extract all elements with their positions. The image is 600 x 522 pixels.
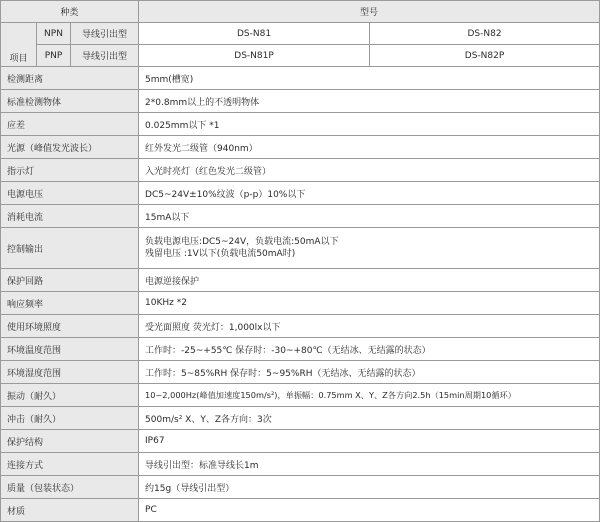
spec-row [1,205,600,228]
spec-value: 工作时：5~85%RH 保存时：5~95%RH（无结冰、无结露的状态） [139,361,600,384]
npn-label: NPN [37,23,71,45]
spec-label: 检测距离 [1,67,139,90]
spec-value: DC5~24V±10%纹波（p-p）10%以下 [139,182,600,205]
spec-label: 环境温度范围 [1,338,139,361]
spec-value: 10KHz *2 [139,292,600,315]
spec-row [1,453,600,476]
spec-row [1,315,600,338]
spec-row [1,67,600,90]
model-header: 型号 [139,1,600,23]
spec-value: IP67 [139,430,600,453]
spec-row [1,361,600,384]
spec-label: 振动（耐久） [1,384,139,407]
pnp-label: PNP [37,45,71,67]
spec-value [139,228,600,269]
header-row-npn [1,23,600,45]
spec-value: 电源逆接保护 [139,269,600,292]
spec-label: 消耗电流 [1,205,139,228]
item-header: 项目 [1,23,37,67]
model-npn-2: DS-N82 [370,23,600,45]
spec-row [1,90,600,113]
spec-label: 响应频率 [1,292,139,315]
spec-label: 环境湿度范围 [1,361,139,384]
model-npn-1: DS-N81 [139,23,370,45]
spec-label: 保护回路 [1,269,139,292]
spec-label: 电源电压 [1,182,139,205]
spec-label: 连接方式 [1,453,139,476]
spec-row [1,407,600,430]
spec-row [1,113,600,136]
spec-value-line: 负载电源电压:DC5~24V，负载电流:50mA以下 [145,237,339,247]
kind-header: 种类 [1,1,139,23]
spec-label: 指示灯 [1,159,139,182]
spec-value-line: 残留电压 :1V以下(负载电流50mA时) [145,249,296,259]
spec-label: 使用环境照度 [1,315,139,338]
spec-label: 质量（包装状态） [1,476,139,499]
spec-label: 光源（峰值发光波长） [1,136,139,159]
spec-row [1,269,600,292]
lead-type-label-npn: 导线引出型 [71,23,139,45]
spec-row [1,292,600,315]
spec-row [1,338,600,361]
spec-label: 应差 [1,113,139,136]
spec-value: 10~2,000Hz(峰值加速度150m/s²)，单振幅：0.75mm X、Y、Z各方向2.5h（15min周期10循环） [139,384,600,407]
spec-value: 5mm(槽宽) [139,67,600,90]
header-row-kind [1,1,600,23]
model-pnp-1: DS-N81P [139,45,370,67]
header-row-pnp [1,45,600,67]
lead-type-label-pnp: 导线引出型 [71,45,139,67]
spec-value: 0.025mm以下 *1 [139,113,600,136]
spec-value: 受光面照度 荧光灯：1,000lx以下 [139,315,600,338]
spec-value: 2*0.8mm以上的不透明物体 [139,90,600,113]
spec-row [1,228,600,269]
spec-row [1,182,600,205]
spec-label: 保护结构 [1,430,139,453]
spec-row [1,159,600,182]
spec-label: 材质 [1,499,139,522]
spec-row [1,499,600,522]
spec-value: 约15g（导线引出型） [139,476,600,499]
spec-value: PC [139,499,600,522]
model-pnp-2: DS-N82P [370,45,600,67]
spec-value: 15mA以下 [139,205,600,228]
spec-label: 冲击（耐久） [1,407,139,430]
spec-label: 标准检测物体 [1,90,139,113]
spec-value: 红外发光二级管（940nm） [139,136,600,159]
spec-row [1,430,600,453]
spec-value: 工作时：-25~+55℃ 保存时：-30~+80℃（无结冰、无结露的状态） [139,338,600,361]
spec-value: 500m/s² X、Y、Z各方向：3次 [139,407,600,430]
spec-label: 控制输出 [1,228,139,269]
spec-row [1,136,600,159]
spec-row [1,476,600,499]
spec-value: 导线引出型：标准导线长1m [139,453,600,476]
spec-row [1,384,600,407]
spec-value: 入光时亮灯（红色发光二级管） [139,159,600,182]
